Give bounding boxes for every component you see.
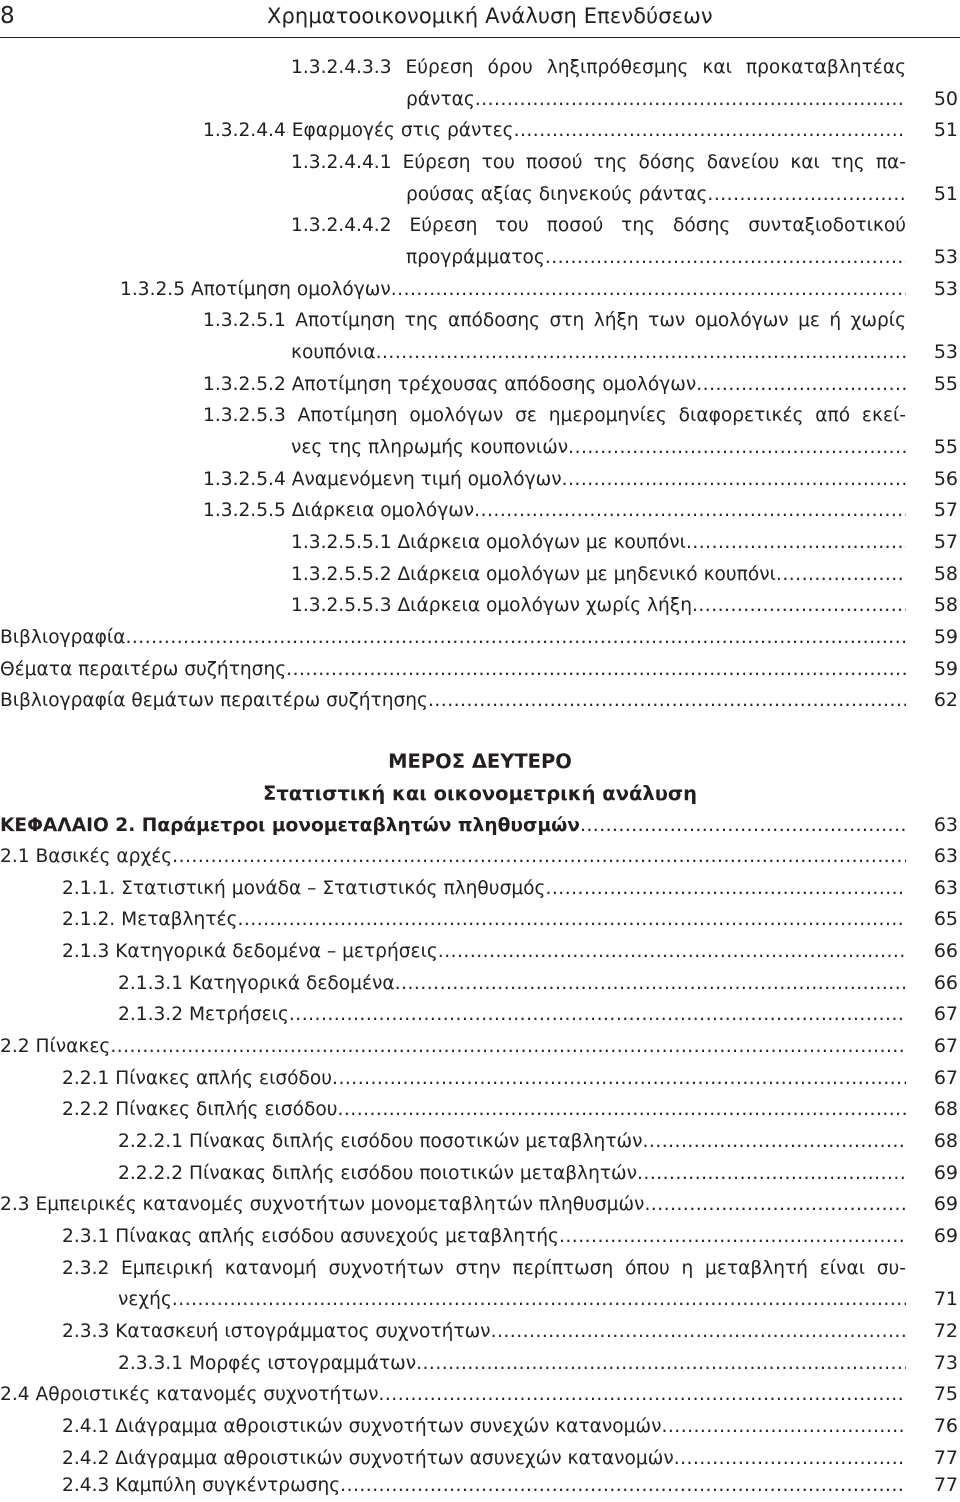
toc-page: 68 xyxy=(933,1130,958,1152)
toc-entry: 2.3.1 Πίνακας απλής εισόδου ασυνεχούς μεταβλητής ..... xyxy=(62,1221,906,1253)
toc-page: 67 xyxy=(933,1035,958,1057)
toc-entry: 1.3.2.5.5 Διάρκεια ομολόγων ..... xyxy=(203,495,906,527)
part-subtitle: Στατιστική και οικονομετρική ανάλυση xyxy=(263,782,697,805)
toc-page: 53 xyxy=(933,278,958,300)
toc-page: 57 xyxy=(933,499,958,521)
toc-page: 63 xyxy=(933,845,958,867)
toc-entry: 2.2.2.1 Πίνακας διπλής εισόδου ποσοτικών μεταβλητών ..... xyxy=(118,1126,906,1158)
toc-page: 71 xyxy=(933,1288,958,1310)
toc-page: 53 xyxy=(933,246,958,268)
toc-entry: Βιβλιογραφία ..... xyxy=(0,622,906,654)
toc-entry: προγράμματος ..... xyxy=(406,242,906,274)
toc-page: 76 xyxy=(933,1415,958,1437)
toc-entry: 2.4 Αθροιστικές κατανομές συχνοτήτων ..... xyxy=(0,1379,906,1411)
toc-page: 53 xyxy=(933,341,958,363)
toc-entry: 2.3.3.1 Μορφές ιστογραμμάτων ..... xyxy=(118,1348,906,1380)
toc-page: 69 xyxy=(933,1225,958,1247)
toc-page: 65 xyxy=(933,908,958,930)
toc-entry: 1.3.2.5.5.3 Διάρκεια ομολόγων χωρίς λήξη ..... xyxy=(291,590,906,622)
toc-entry: νεχής ..... xyxy=(118,1284,906,1316)
toc-page: 59 xyxy=(933,658,958,680)
toc-entry: 2.3 Εμπειρικές κατανομές συχνοτήτων μονομεταβλητών πληθυσμών ..... xyxy=(0,1189,906,1221)
toc-page: 67 xyxy=(933,1067,958,1089)
toc-page: 66 xyxy=(933,940,958,962)
toc-page: 75 xyxy=(933,1383,958,1405)
toc-entry: κουπόνια ..... xyxy=(291,337,906,369)
toc-page: 63 xyxy=(933,814,958,836)
toc-page: 57 xyxy=(933,531,958,553)
toc-entry: 2.3.3 Κατασκευή ιστογράμματος συχνοτήτων ..... xyxy=(62,1316,906,1348)
toc-page: 56 xyxy=(933,468,958,490)
toc-page: 69 xyxy=(933,1162,958,1184)
toc-entry: 1.3.2.5.2 Αποτίμηση τρέχουσας απόδοσης ομολόγων ..... xyxy=(203,369,906,401)
toc-entry: 2.2.1 Πίνακες απλής εισόδου ..... xyxy=(62,1063,906,1095)
toc-entry: 1.3.2.4.4.2 Εύρεση του ποσού της δόσης συνταξιοδοτικού xyxy=(291,215,906,236)
toc-entry: 1.3.2.5.1 Αποτίμηση της απόδοσης στη λήξη των ομολόγων με ή χωρίς xyxy=(203,310,906,331)
toc-page: 63 xyxy=(933,877,958,899)
toc-entry: 2.2 Πίνακες ..... xyxy=(0,1031,906,1063)
toc-page: 69 xyxy=(933,1193,958,1215)
toc-entry: ράντας ..... xyxy=(406,84,906,116)
toc-entry: 2.4.2 Διάγραμμα αθροιστικών συχνοτήτων ασυνεχών κατανομών ..... xyxy=(62,1443,906,1475)
toc-entry: νες της πληρωμής κουπονιών ..... xyxy=(291,432,906,464)
toc-entry: 1.3.2.5.5.1 Διάρκεια ομολόγων με κουπόνι ..... xyxy=(291,527,906,559)
page-number: 8 xyxy=(0,3,15,29)
toc-page: 72 xyxy=(933,1320,958,1342)
book-title: Χρηματοοικονομική Ανάλυση Επενδύσεων xyxy=(267,4,713,28)
toc-page: 73 xyxy=(933,1352,958,1374)
toc-entry: 1.3.2.5.4 Αναμενόμενη τιμή ομολόγων ..... xyxy=(203,464,906,496)
toc-entry: 1.3.2.5 Αποτίμηση ομολόγων ..... xyxy=(120,274,906,306)
toc-entry: 1.3.2.5.3 Αποτίμηση ομολόγων σε ημερομηνίες διαφορετικές από εκεί- xyxy=(203,405,906,426)
toc-page: 58 xyxy=(933,563,958,585)
toc-entry: 2.3.2 Εμπειρική κατανομή συχνοτήτων στην περίπτωση όπου η μεταβλητή είναι συ- xyxy=(62,1258,906,1279)
toc-entry: 2.1 Βασικές αρχές ..... xyxy=(0,841,906,873)
page-header xyxy=(0,0,960,40)
toc-page: 67 xyxy=(933,1003,958,1025)
toc-page: 66 xyxy=(933,972,958,994)
toc-entry: 1.3.2.4.4.1 Εύρεση του ποσού της δόσης δανείου και της πα- xyxy=(291,152,906,173)
toc-entry: Βιβλιογραφία θεμάτων περαιτέρω συζήτησης ..... xyxy=(0,685,906,717)
toc-page: 77 xyxy=(933,1474,958,1496)
toc-page: 51 xyxy=(933,183,958,205)
toc-entry: 2.2.2 Πίνακες διπλής εισόδου ..... xyxy=(62,1094,906,1126)
toc-entry: ρούσας αξίας διηνεκούς ράντας ..... xyxy=(406,179,906,211)
header-rule xyxy=(0,37,960,38)
toc-page: 51 xyxy=(933,119,958,141)
toc-entry: 2.1.3.2 Μετρήσεις ..... xyxy=(118,999,906,1031)
toc-page: 55 xyxy=(933,436,958,458)
toc-entry: 2.4.1 Διάγραμμα αθροιστικών συχνοτήτων συνεχών κατανομών ..... xyxy=(62,1411,906,1443)
toc-page: 50 xyxy=(933,88,958,110)
toc-page: 59 xyxy=(933,626,958,648)
part-title: ΜΕΡΟΣ ΔΕΥΤΕΡΟ xyxy=(388,750,572,773)
toc-entry: 2.4.3 Καμπύλη συγκέντρωσης ..... xyxy=(62,1470,906,1502)
toc-entry: 1.3.2.4.3.3 Εύρεση όρου ληξιπρόθεσμης και προκαταβλητέας xyxy=(291,57,906,78)
toc-page: 77 xyxy=(933,1447,958,1469)
toc-entry: 2.1.2. Μεταβλητές ..... xyxy=(62,904,906,936)
toc-page: 68 xyxy=(933,1098,958,1120)
toc-entry: 2.2.2.2 Πίνακας διπλής εισόδου ποιοτικών μεταβλητών ..... xyxy=(118,1158,906,1190)
toc-entry: 1.3.2.5.5.2 Διάρκεια ομολόγων με μηδενικό κουπόνι ..... xyxy=(291,559,906,591)
toc-chapter: ΚΕΦΑΛΑΙΟ 2. Παράμετροι μονομεταβλητών πληθυσμών ..... xyxy=(0,810,906,842)
toc-page: 62 xyxy=(933,689,958,711)
toc-entry: Θέματα περαιτέρω συζήτησης ..... xyxy=(0,654,906,686)
toc-page: 58 xyxy=(933,594,958,616)
toc-page: 55 xyxy=(933,373,958,395)
toc-entry: 2.1.3.1 Κατηγορικά δεδομένα ..... xyxy=(118,968,906,1000)
toc-entry: 2.1.1. Στατιστική μονάδα – Στατιστικός πληθυσμός ..... xyxy=(62,873,906,905)
toc-entry: 2.1.3 Κατηγορικά δεδομένα – μετρήσεις ..... xyxy=(62,936,906,968)
toc-entry: 1.3.2.4.4 Εφαρμογές στις ράντες ..... xyxy=(203,115,906,147)
